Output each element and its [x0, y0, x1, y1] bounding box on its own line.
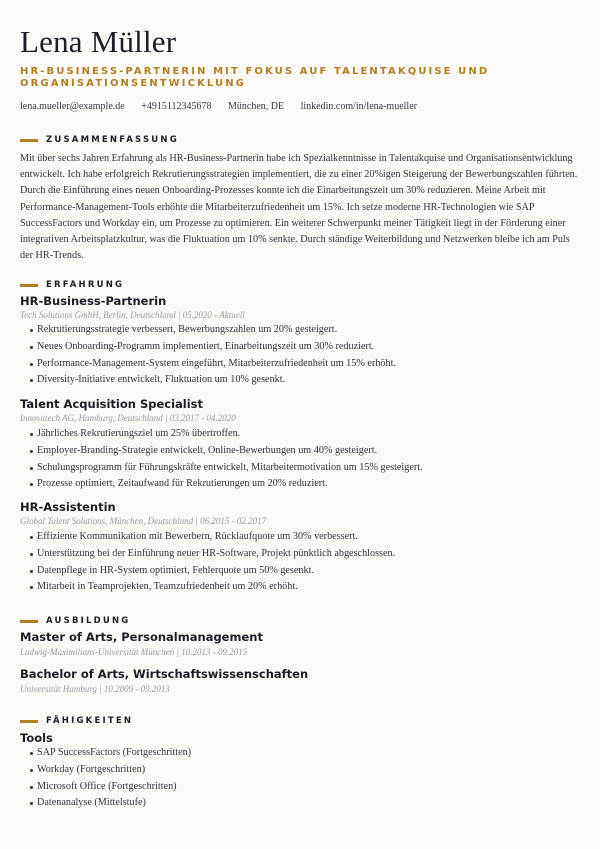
degree-title: Master of Arts, Personalmanagement [20, 630, 263, 644]
job-bullets [30, 322, 396, 389]
list-item: Neues Onboarding-Programm implementiert, Einarbeitungszeit um 30% reduziert. [30, 339, 396, 356]
section-heading-skills [20, 716, 133, 726]
list-item: Mitarbeit in Teamprojekten, Teamzufriedenheit um 20% erhöht. [30, 579, 395, 596]
list-item: Datenpflege in HR-System optimiert, Fehlerquote um 50% gesenkt. [30, 563, 395, 580]
list-item: Datenanalyse (Mittelstufe) [30, 795, 191, 812]
list-item: Employer-Branding-Strategie entwickelt, Online-Bewerbungen um 40% gesteigert. [30, 443, 423, 460]
list-item: Schulungsprogramm für Führungskräfte entwickelt, Mitarbeitermotivation um 15% gesteigert. [30, 460, 423, 477]
degree-meta: Universität Hamburg | 10.2009 - 09.2013 [20, 684, 170, 694]
professional-headline: HR-BUSINESS-PARTNERIN MIT FOKUS AUF TALENTAKQUISE UND ORGANISATIONSENTWICKLUNG [20, 66, 490, 89]
section-accent-bar [20, 720, 38, 723]
contact-location: München, DE [228, 101, 285, 112]
section-accent-bar [20, 139, 38, 142]
section-heading-education [20, 616, 130, 626]
contact-line [20, 101, 431, 112]
job-title: Talent Acquisition Specialist [20, 397, 204, 411]
section-accent-bar [20, 620, 38, 623]
section-title: FÄHIGKEITEN [46, 716, 134, 726]
job-bullets [30, 529, 395, 596]
contact-linkedin: linkedin.com/in/lena-mueller [300, 101, 417, 112]
summary-text: Mit über sechs Jahren Erfahrung als HR-Business-Partnerin habe ich Spezialkenntnisse in Talentakquise und Organisationsentwicklung entwickelt. Ich habe erfolgreich Rekrutierungsstrategien implementiert, die zu einer 20%igen Steigerung der Bewerbungszahlen führten. Durch die Einführung eines neuen Onboarding-Prozesses konnte ich die Einarbeitungszeit um 30% reduzieren. Meine Arbeit mit Performance-Management-Tools erhöhte die Mitarbeiterzufriedenheit um 15%. Ich setze moderne HR-Technologien wie SAP SuccessFactors und Workday ein, um Prozesse zu optimieren. Ein weiterer Schwerpunkt meiner Tätigkeit liegt in der Förderung einer integrativen Arbeitsplatzkultur, was die Fluktuation um 10% senkte. Durch ständige Weiterbildung und Netzwerken bleibe ich am Puls der HR-Trends. [20, 153, 578, 262]
job-title: HR-Business-Partnerin [20, 294, 167, 308]
job-meta: Innovatech AG, Hamburg, Deutschland | 03.2017 - 04.2020 [20, 413, 236, 423]
contact-email: lena.mueller@example.de [20, 101, 125, 112]
list-item: SAP SuccessFactors (Fortgeschritten) [30, 745, 191, 762]
section-title: ERFAHRUNG [46, 280, 125, 290]
skill-group-title: Tools [20, 731, 53, 745]
list-item: Unterstützung bei der Einführung neuer HR-Software, Projekt pünktlich abgeschlossen. [30, 546, 395, 563]
job-meta: Tech Solutions GmbH, Berlin, Deutschland | 05.2020 - Aktuell [20, 310, 245, 320]
candidate-name: Lena Müller [20, 24, 177, 59]
section-title: ZUSAMMENFASSUNG [46, 135, 179, 145]
contact-phone: +4915112345678 [141, 101, 212, 112]
list-item: Jährliches Rekrutierungsziel um 25% übertroffen. [30, 426, 423, 443]
degree-title: Bachelor of Arts, Wirtschaftswissenschaften [20, 667, 309, 681]
job-meta: Global Talent Solutions, München, Deutschland | 06.2015 - 02.2017 [20, 516, 267, 526]
list-item: Prozesse optimiert, Zeitaufwand für Rekrutierungen um 20% reduziert. [30, 476, 423, 493]
job-bullets [30, 426, 423, 493]
section-accent-bar [20, 284, 38, 287]
list-item: Effiziente Kommunikation mit Bewerbern, Rücklaufquote um 30% verbessert. [30, 529, 395, 546]
section-heading-summary [20, 135, 179, 145]
job-title: HR-Assistentin [20, 500, 116, 514]
skill-list [30, 745, 191, 812]
section-title: AUSBILDUNG [46, 616, 131, 626]
list-item: Microsoft Office (Fortgeschritten) [30, 779, 191, 796]
degree-meta: Ludwig-Maximilians-Universität München | 10.2013 - 09.2015 [20, 647, 248, 657]
list-item: Diversity-Initiative entwickelt, Fluktuation um 10% gesenkt. [30, 372, 396, 389]
list-item: Workday (Fortgeschritten) [30, 762, 191, 779]
list-item: Performance-Management-System eingeführt, Mitarbeiterzufriedenheit um 15% erhöht. [30, 356, 396, 373]
list-item: Rekrutierungsstrategie verbessert, Bewerbungszahlen um 20% gesteigert. [30, 322, 396, 339]
section-heading-experience [20, 280, 124, 290]
